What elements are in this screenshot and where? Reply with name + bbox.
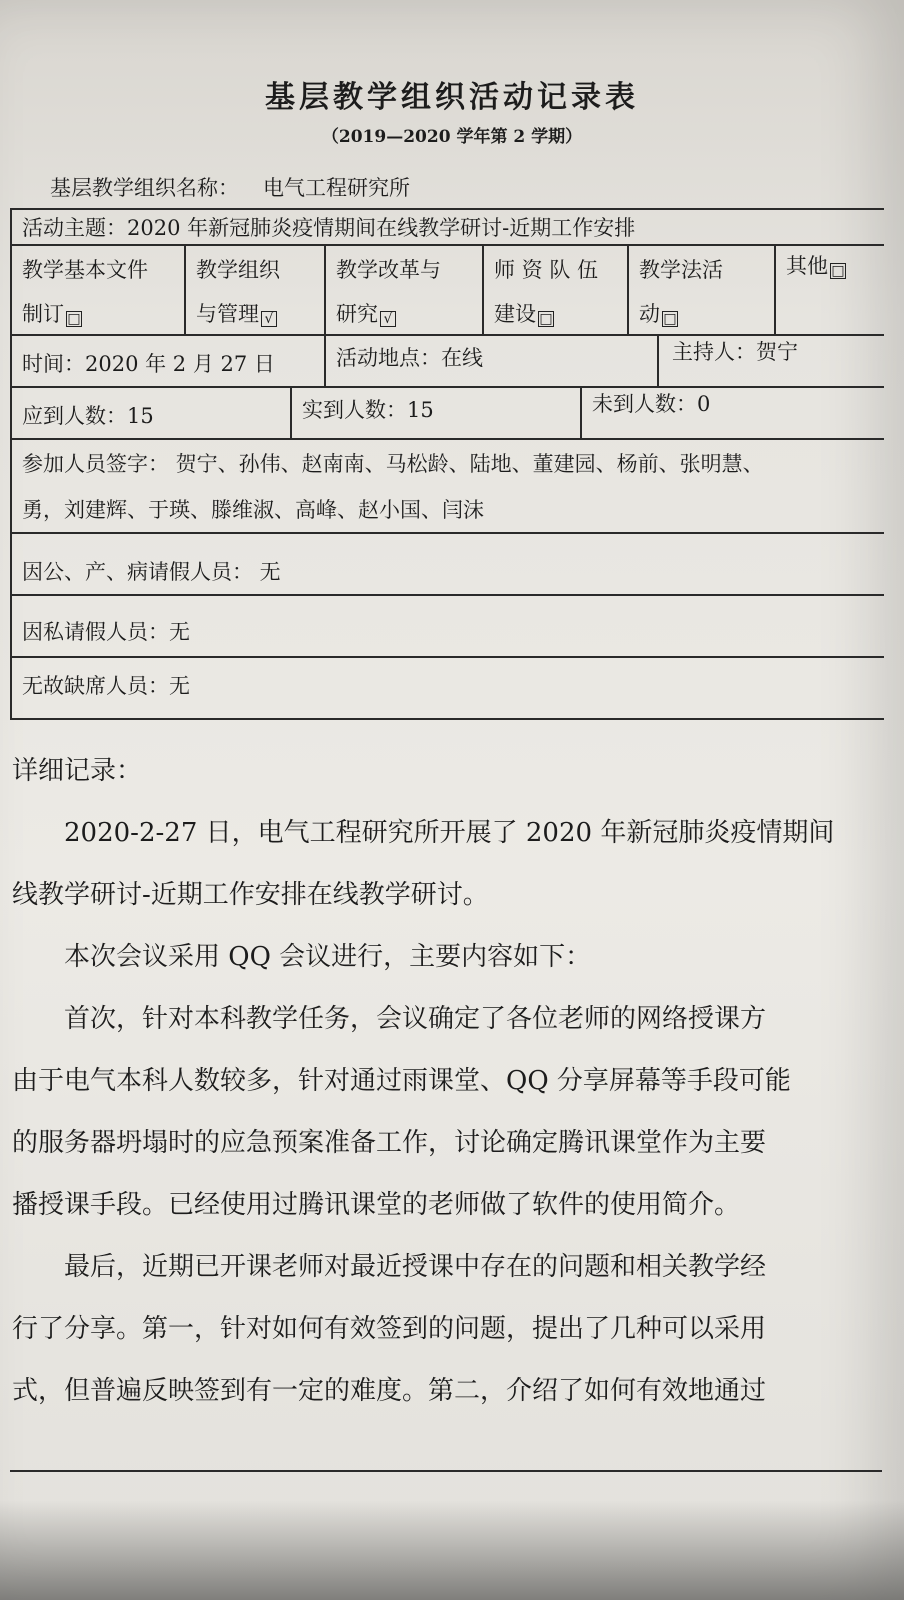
category-faculty-building-line2: 建设 (494, 302, 536, 326)
records-line: 2020-2-27 日，电气工程研究所开展了 2020 年新冠肺炎疫情期间 (12, 818, 835, 848)
category-pedagogy-activity (639, 248, 723, 336)
category-faculty-building (494, 248, 598, 336)
records-line: 本次会议采用 QQ 会议进行，主要内容如下： (12, 942, 592, 972)
category-other-label: 其他 (786, 254, 828, 278)
records-bottom-border (10, 1470, 882, 1472)
category-teaching-reform (336, 248, 441, 336)
category-other (786, 256, 846, 279)
checkbox-basic-documents[interactable]: □ (67, 311, 81, 327)
records-line: 行了分享。第一，针对如何有效签到的问题，提出了几种可以采用 (12, 1314, 767, 1344)
category-pedagogy-activity-line2: 动 (639, 302, 660, 326)
activity-time: 时间：2020 年 2 月 27 日 (22, 352, 275, 376)
form-title: 基层教学组织活动记录表 (265, 80, 639, 115)
category-teaching-reform-line1: 教学改革与 (336, 258, 441, 282)
category-basic-documents-line1: 教学基本文件 (22, 258, 148, 282)
checkbox-teaching-organization[interactable]: √ (261, 311, 277, 327)
absent-count: 未到人数：0 (592, 392, 711, 416)
records-heading: 详细记录： (12, 756, 143, 786)
org-name-row (50, 172, 410, 202)
expected-count: 应到人数：15 (22, 404, 154, 428)
attendees-line1: 参加人员签字： 贺宁、孙伟、赵南南、马松龄、陆地、董建园、杨前、张明慧、 (22, 452, 764, 476)
records-line: 播授课手段。已经使用过腾讯课堂的老师做了软件的使用简介。 (12, 1190, 741, 1220)
category-teaching-organization-line2: 与管理 (196, 302, 259, 326)
category-teaching-organization-line1: 教学组织 (196, 258, 280, 282)
records-line: 最后，近期已开课老师对最近授课中存在的问题和相关教学经 (12, 1252, 767, 1282)
records-line: 线教学研讨-近期工作安排在线教学研讨。 (12, 880, 489, 910)
records-line: 式，但普遍反映签到有一定的难度。第二，介绍了如何有效地通过 (12, 1376, 767, 1406)
checkbox-other[interactable]: □ (831, 263, 845, 279)
activity-form-table (10, 208, 884, 720)
category-teaching-organization (196, 248, 280, 336)
checkbox-pedagogy-activity[interactable]: □ (663, 311, 677, 327)
leave-official: 因公、产、病请假人员： 无 (22, 560, 281, 584)
category-faculty-building-line1: 师 资 队 伍 (494, 258, 599, 282)
page-shadow (0, 1500, 904, 1600)
records-line: 的服务器坍塌时的应急预案准备工作，讨论确定腾讯课堂作为主要 (12, 1128, 767, 1158)
records-line: 首次，针对本科教学任务，会议确定了各位老师的网络授课方 (12, 1004, 767, 1034)
form-subtitle: （2019—2020 学年第 2 学期） (321, 127, 583, 147)
checkbox-teaching-reform[interactable]: √ (380, 311, 396, 327)
category-basic-documents (22, 248, 148, 336)
checkbox-faculty-building[interactable]: □ (539, 311, 553, 327)
org-name-label: 基层教学组织名称： (50, 176, 239, 200)
actual-count: 实到人数：15 (302, 398, 434, 422)
detailed-records (12, 740, 892, 1422)
category-pedagogy-activity-line1: 教学法活 (639, 258, 723, 282)
activity-topic: 活动主题：2020 年新冠肺炎疫情期间在线教学研讨-近期工作安排 (22, 216, 636, 240)
leave-private: 因私请假人员：无 (22, 620, 190, 644)
activity-host: 主持人：贺宁 (672, 340, 798, 364)
activity-location: 活动地点：在线 (336, 346, 483, 370)
attendees-line2: 勇，刘建辉、于瑛、滕维淑、高峰、赵小国、闫沫 (22, 498, 484, 522)
records-line: 由于电气本科人数较多，针对通过雨课堂、QQ 分享屏幕等手段可能 (12, 1066, 791, 1096)
category-basic-documents-line2: 制订 (22, 302, 64, 326)
absent-no-reason: 无故缺席人员：无 (22, 674, 190, 698)
category-teaching-reform-line2: 研究 (336, 302, 378, 326)
org-name-value: 电气工程研究所 (263, 176, 410, 200)
